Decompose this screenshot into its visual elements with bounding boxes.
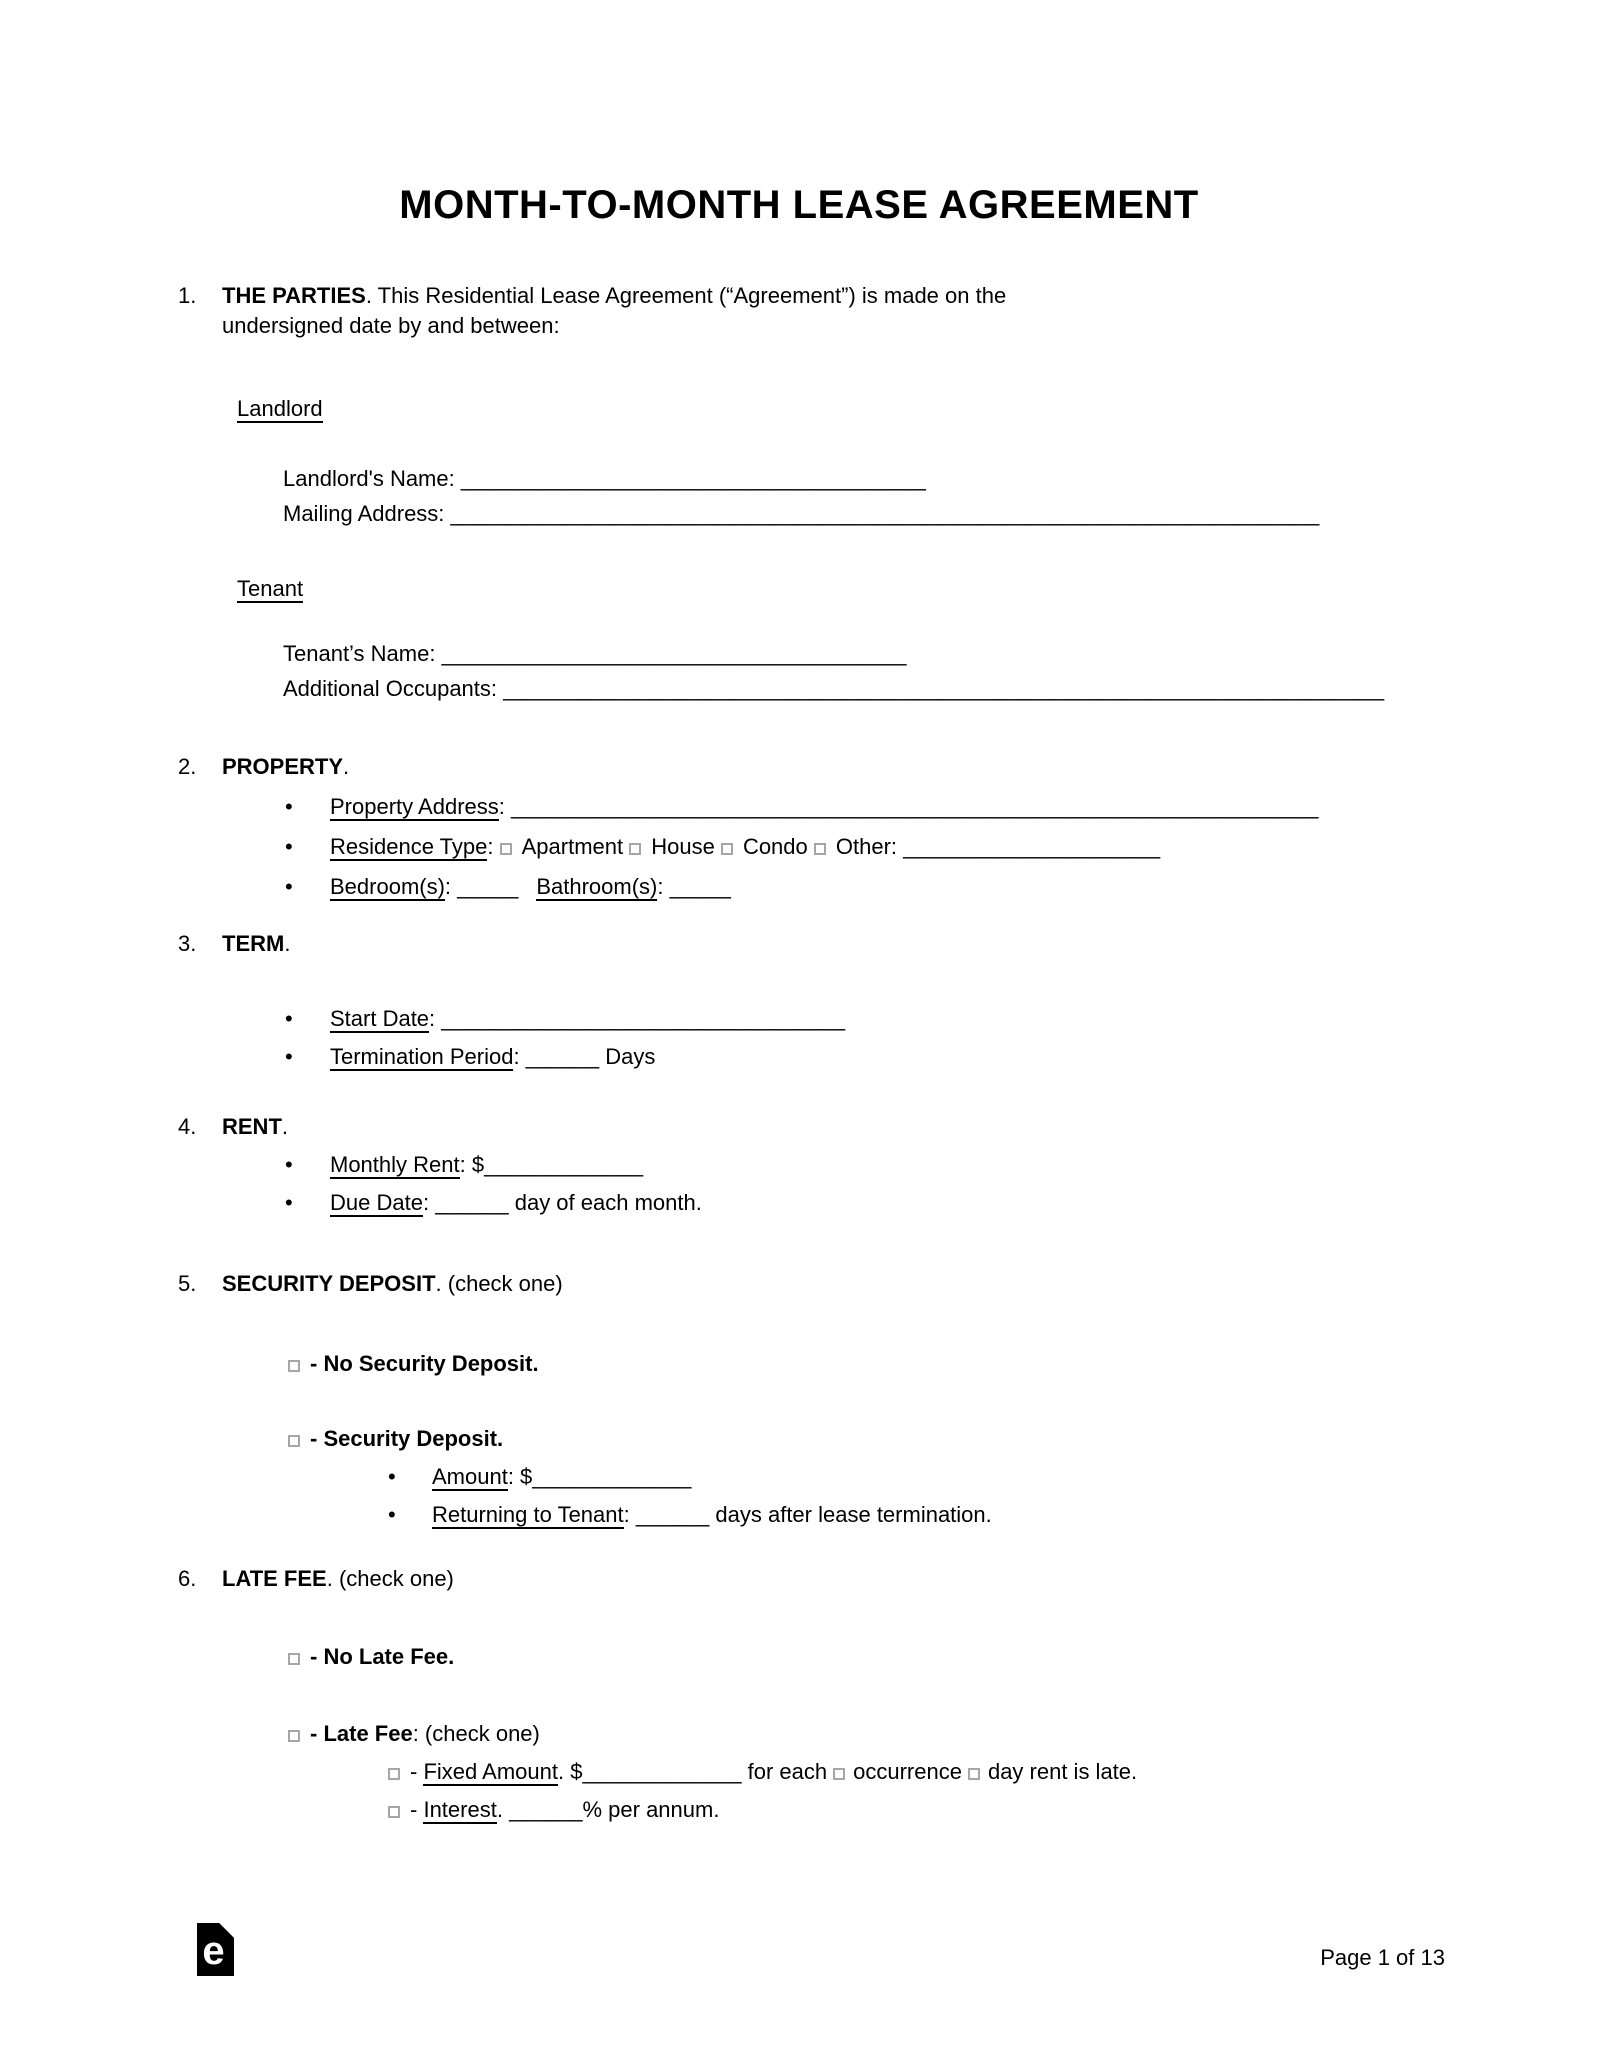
deposit-amount-row: • Amount: $_____________ — [178, 1462, 1420, 1492]
bullet-icon: • — [285, 794, 293, 819]
section-property-heading: 2. PROPERTY. — [178, 752, 1420, 782]
bullet-icon: • — [285, 1044, 293, 1069]
section-number: 4. — [178, 1114, 197, 1139]
mailing-address-row — [178, 499, 1420, 529]
late-fee-label: - Late Fee — [310, 1721, 413, 1746]
blank-deposit-amount[interactable]: _____________ — [532, 1464, 692, 1489]
occurrence-label: occurrence — [853, 1759, 962, 1784]
blank-fixed-amount[interactable]: _____________ — [582, 1759, 742, 1784]
bullet-icon: • — [285, 1006, 293, 1031]
due-date-suffix: day of each month. — [508, 1190, 702, 1215]
monthly-rent-label: Monthly Rent — [330, 1152, 460, 1177]
property-address-label: Property Address — [330, 794, 499, 819]
section-number: 1. — [178, 283, 197, 308]
additional-occupants-row — [178, 674, 1420, 704]
section-number: 6. — [178, 1566, 197, 1591]
blank-due-date[interactable]: ______ — [435, 1190, 509, 1215]
bullet-icon: • — [285, 1152, 293, 1177]
tenant-name-label: Tenant’s Name: — [283, 641, 442, 666]
house-label: House — [651, 834, 721, 859]
bullet-icon: • — [285, 874, 293, 899]
blank-bathrooms[interactable]: _____ — [669, 874, 731, 899]
section-text: . This Residential Lease Agreement (“Agreement”) is made on the — [365, 283, 1007, 308]
landlord-subheading: Landlord — [237, 396, 323, 421]
landlord-name-label: Landlord's Name: — [283, 466, 461, 491]
blank-mailing-address[interactable]: _______________________________________________________________________ — [450, 501, 1320, 526]
bathrooms-label: Bathroom(s) — [536, 874, 658, 899]
due-date-label: Due Date — [330, 1190, 423, 1215]
monthly-rent-row: • Monthly Rent: $_____________ — [178, 1150, 1420, 1180]
amount-label: Amount — [432, 1464, 508, 1489]
property-address-row: • Property Address: __________________________________________________________________ — [178, 792, 1420, 822]
residence-type-row: • Residence Type: Apartment House Condo Other: _____________________ — [178, 832, 1420, 862]
checkbox-day[interactable] — [968, 1768, 980, 1780]
condo-label: Condo — [742, 834, 814, 859]
section-parties-heading — [178, 281, 1420, 311]
days-label: Days — [599, 1044, 656, 1069]
mailing-address-label: Mailing Address: — [283, 501, 451, 526]
logo-letter: e — [202, 1929, 225, 1973]
check-one-label: . (check one) — [435, 1271, 563, 1296]
blank-termination-period[interactable]: ______ — [525, 1044, 600, 1069]
blank-bedrooms[interactable]: _____ — [457, 874, 519, 899]
late-fee-suffix: : (check one) — [412, 1721, 540, 1746]
residence-type-label: Residence Type — [330, 834, 488, 859]
returning-to-tenant-row: • Returning to Tenant: ______ days after lease termination. — [178, 1500, 1420, 1530]
section-name: THE PARTIES — [222, 283, 366, 308]
bedrooms-label: Bedroom(s) — [330, 874, 445, 899]
fixed-amount-row: - Fixed Amount. $_____________ for each occurrence day rent is late. — [178, 1757, 1420, 1787]
checkbox-condo[interactable] — [721, 843, 733, 855]
checkbox-other[interactable] — [814, 843, 826, 855]
tenant-subheading: Tenant — [237, 576, 304, 601]
section-name: RENT — [222, 1114, 282, 1139]
bullet-icon: • — [285, 1190, 293, 1215]
section-number: 3. — [178, 931, 197, 956]
blank-landlord-name[interactable]: ______________________________________ — [460, 466, 926, 491]
section-number: 2. — [178, 754, 197, 779]
section-parties-text-line2: undersigned date by and between: — [222, 313, 560, 338]
section-late-fee-heading — [178, 1564, 1420, 1594]
checkbox-fixed-amount[interactable] — [388, 1768, 400, 1780]
bullet-icon: • — [285, 834, 293, 859]
blank-start-date[interactable]: _________________________________ — [441, 1006, 846, 1031]
section-rent-heading: 4. RENT. — [178, 1112, 1420, 1142]
start-date-row: • Start Date: _________________________________ — [178, 1004, 1420, 1034]
day-rent-late-label: day rent is late. — [987, 1759, 1138, 1784]
interest-row: - Interest. ______% per annum. — [178, 1795, 1420, 1825]
checkbox-apartment[interactable] — [500, 843, 512, 855]
section-term-heading: 3. TERM. — [178, 929, 1420, 959]
apartment-label: Apartment — [521, 834, 630, 859]
security-deposit-label: - Security Deposit. — [310, 1426, 504, 1451]
blank-other-residence[interactable]: _____________________ — [903, 834, 1161, 859]
due-date-row: • Due Date: ______ day of each month. — [178, 1188, 1420, 1218]
termination-period-row: • Termination Period: ______ Days — [178, 1042, 1420, 1072]
bullet-icon: • — [388, 1502, 396, 1527]
additional-occupants-label: Additional Occupants: — [283, 676, 504, 701]
no-security-deposit-row — [178, 1349, 1420, 1379]
no-late-fee-row — [178, 1642, 1420, 1672]
for-each-label: for each — [741, 1759, 828, 1784]
checkbox-occurrence[interactable] — [833, 1768, 845, 1780]
blank-returning-days[interactable]: ______ — [635, 1502, 710, 1527]
blank-interest-rate[interactable]: ______ — [509, 1797, 583, 1822]
interest-label: Interest — [423, 1797, 497, 1822]
interest-suffix: % per annum. — [582, 1797, 720, 1822]
section-name: LATE FEE — [222, 1566, 327, 1591]
document-title: MONTH-TO-MONTH LEASE AGREEMENT — [399, 183, 1199, 227]
no-security-deposit-label: - No Security Deposit. — [310, 1351, 539, 1376]
termination-period-label: Termination Period — [330, 1044, 514, 1069]
checkbox-interest[interactable] — [388, 1806, 400, 1818]
start-date-label: Start Date — [330, 1006, 430, 1031]
no-late-fee-label: - No Late Fee. — [310, 1644, 455, 1669]
tenant-name-row — [178, 639, 1420, 669]
blank-property-address[interactable]: __________________________________________________________________ — [510, 794, 1319, 819]
landlord-name-row — [178, 464, 1420, 494]
blank-additional-occupants[interactable]: ________________________________________________________________________ — [503, 676, 1385, 701]
section-name: TERM — [222, 931, 285, 956]
section-number: 5. — [178, 1271, 197, 1296]
blank-monthly-rent[interactable]: _____________ — [484, 1152, 644, 1177]
checkbox-no-late-fee[interactable] — [288, 1653, 300, 1665]
checkbox-late-fee[interactable] — [288, 1730, 300, 1742]
bullet-icon: • — [388, 1464, 396, 1489]
late-fee-row — [178, 1719, 1420, 1749]
other-label: Other: — [835, 834, 904, 859]
returning-suffix: days after lease termination. — [709, 1502, 992, 1527]
blank-tenant-name[interactable]: ______________________________________ — [441, 641, 907, 666]
returning-to-tenant-label: Returning to Tenant — [432, 1502, 624, 1527]
checkbox-house[interactable] — [629, 843, 641, 855]
page-number: Page 1 of 13 — [1320, 1945, 1445, 1970]
rooms-row: • Bedroom(s): _____ Bathroom(s): _____ — [178, 872, 1420, 902]
section-name: PROPERTY — [222, 754, 344, 779]
checkbox-security-deposit[interactable] — [288, 1435, 300, 1447]
eforms-logo — [197, 1923, 234, 1976]
checkbox-no-security-deposit[interactable] — [288, 1360, 300, 1372]
security-deposit-row — [178, 1424, 1420, 1454]
section-security-deposit-heading — [178, 1269, 1420, 1299]
check-one-label: . (check one) — [326, 1566, 454, 1591]
section-name: SECURITY DEPOSIT — [222, 1271, 436, 1296]
fixed-amount-label: Fixed Amount — [423, 1759, 558, 1784]
